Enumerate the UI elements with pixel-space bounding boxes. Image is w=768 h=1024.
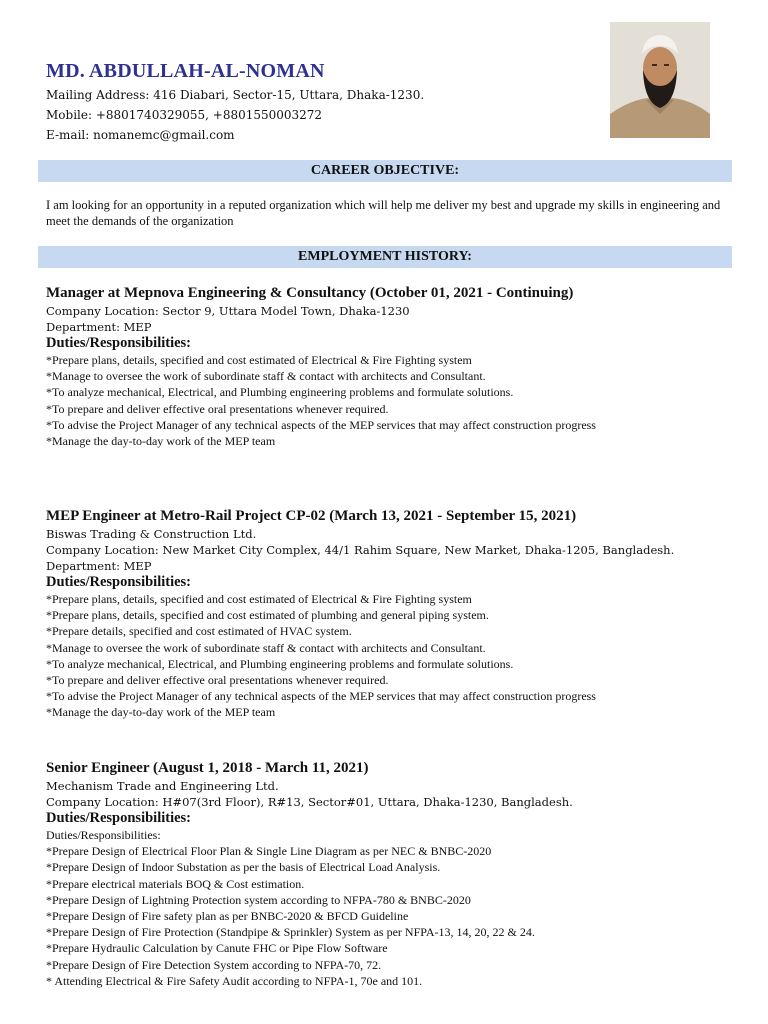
duty-item: Duties/Responsibilities: bbox=[46, 828, 161, 842]
duty-item: *Prepare plans, details, specified and cost estimated of Electrical & Fire Fighting system bbox=[46, 353, 472, 367]
job-department: Department: MEP bbox=[46, 559, 152, 573]
employment-history-heading: EMPLOYMENT HISTORY: bbox=[38, 246, 732, 268]
duty-item: *Manage the day-to-day work of the MEP team bbox=[46, 705, 276, 720]
duty-item: *Prepare Design of Fire safety plan as per BNBC-2020 & BFCD Guideline bbox=[46, 909, 409, 924]
duty-item: *To analyze mechanical, Electrical, and Plumbing engineering problems and formulate solutions. bbox=[46, 385, 514, 400]
job-location: Company Location: New Market City Complex, 44/1 Rahim Square, New Market, Dhaka-1205, Bangladesh. bbox=[46, 543, 675, 557]
duty-item: *Prepare plans, details, specified and cost estimated of Electrical & Fire Fighting system bbox=[46, 592, 472, 606]
duty-item: *To analyze mechanical, Electrical, and Plumbing engineering problems and formulate solutions. bbox=[46, 656, 514, 671]
candidate-name: MD. ABDULLAH-AL-NOMAN bbox=[46, 60, 325, 82]
duty-item: *Prepare Design of Fire Protection (Standpipe & Sprinkler) System as per NFPA-13, 14, 20, 22 & 24. bbox=[46, 925, 535, 940]
duty-item: *Manage to oversee the work of subordinate staff & contact with architects and Consultant. bbox=[46, 369, 486, 384]
duty-item: *To advise the Project Manager of any technical aspects of the MEP services that may affect construction progress bbox=[46, 689, 596, 704]
job-title: Manager at Mepnova Engineering & Consultancy (October 01, 2021 - Continuing) bbox=[46, 285, 574, 301]
job-title: Senior Engineer (August 1, 2018 - March 11, 2021) bbox=[46, 760, 369, 776]
career-objective-heading: CAREER OBJECTIVE: bbox=[38, 160, 732, 182]
duty-item: *Prepare Design of Lightning Protection system according to NFPA-780 & BNBC-2020 bbox=[46, 892, 471, 907]
duty-item: *Prepare plans, details, specified and cost estimated of plumbing and general piping system. bbox=[46, 608, 489, 623]
duty-item: *To prepare and deliver effective oral presentations whenever required. bbox=[46, 401, 389, 416]
duty-item: *Prepare Design of Indoor Substation as per the basis of Electrical Load Analysis. bbox=[46, 860, 441, 875]
job-department: Department: MEP bbox=[46, 320, 152, 334]
duties-heading: Duties/Responsibilities: bbox=[46, 810, 192, 826]
duty-item: *Prepare electrical materials BOQ & Cost estimation. bbox=[46, 876, 305, 891]
duty-item: *Prepare details, specified and cost estimated of HVAC system. bbox=[46, 624, 352, 639]
duty-item: *Prepare Design of Fire Detection System according to NFPA-70, 72. bbox=[46, 957, 382, 972]
duties-heading: Duties/Responsibilities: bbox=[46, 574, 192, 590]
duty-item: *To prepare and deliver effective oral presentations whenever required. bbox=[46, 673, 389, 688]
duty-item: *To advise the Project Manager of any technical aspects of the MEP services that may affect construction progress bbox=[46, 417, 596, 432]
job-entry-mepnova bbox=[46, 284, 736, 449]
duty-item: *Manage to oversee the work of subordinate staff & contact with architects and Consultant. bbox=[46, 640, 486, 655]
mobile-number: Mobile: +8801740329055, +8801550003272 bbox=[46, 108, 323, 122]
duties-heading: Duties/Responsibilities: bbox=[46, 335, 192, 351]
job-location: Company Location: Sector 9, Uttara Model Town, Dhaka-1230 bbox=[46, 304, 410, 318]
email-address: E-mail: nomanemc@gmail.com bbox=[46, 128, 235, 142]
job-entry-metro-rail bbox=[46, 507, 736, 721]
job-company: Biswas Trading & Construction Ltd. bbox=[46, 527, 257, 541]
duty-item: * Attending Electrical & Fire Safety Audit according to NFPA-1, 70e and 101. bbox=[46, 973, 423, 988]
job-location: Company Location: H#07(3rd Floor), R#13, Sector#01, Uttara, Dhaka-1230, Bangladesh. bbox=[46, 795, 573, 809]
job-company: Mechanism Trade and Engineering Ltd. bbox=[46, 779, 279, 793]
job-title: MEP Engineer at Metro-Rail Project CP-02 (March 13, 2021 - September 15, 2021) bbox=[46, 508, 577, 524]
duty-item: *Prepare Design of Electrical Floor Plan & Single Line Diagram as per NEC & BNBC-2020 bbox=[46, 844, 492, 859]
job-entry-mechanism bbox=[46, 759, 736, 989]
mailing-address: Mailing Address: 416 Diabari, Sector-15, Uttara, Dhaka-1230. bbox=[46, 88, 425, 102]
career-objective-text: I am looking for an opportunity in a reputed organization which will help me deliver my best and upgrade my skills in engineering and meet the demands of the organization bbox=[46, 198, 721, 228]
duty-item: *Manage the day-to-day work of the MEP team bbox=[46, 434, 276, 449]
profile-photo bbox=[610, 22, 710, 138]
duty-item: *Prepare Hydraulic Calculation by Canute FHC or Pipe Flow Software bbox=[46, 941, 388, 956]
